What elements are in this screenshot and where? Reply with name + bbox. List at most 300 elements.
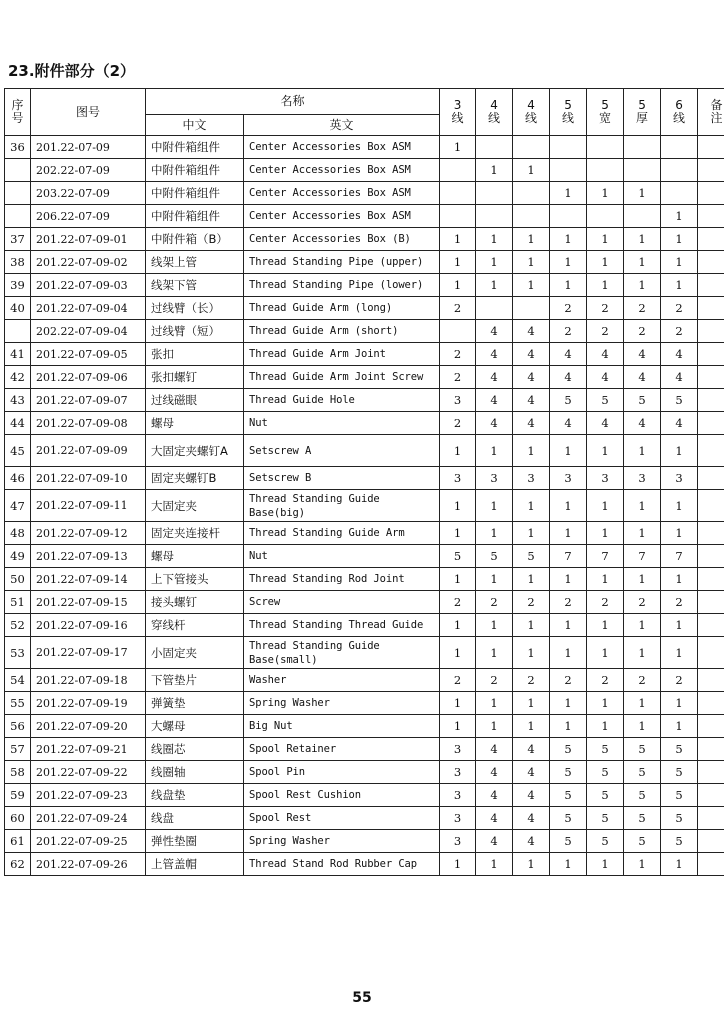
row-qty-2: 1 bbox=[476, 490, 513, 522]
row-qty-3: 4 bbox=[513, 761, 550, 784]
row-qty-6: 1 bbox=[624, 435, 661, 467]
row-qty-1: 1 bbox=[440, 568, 476, 591]
row-qty-7: 2 bbox=[661, 669, 698, 692]
row-qty-3 bbox=[513, 182, 550, 205]
row-qty-2: 1 bbox=[476, 853, 513, 876]
row-qty-4: 1 bbox=[550, 715, 587, 738]
table-row bbox=[5, 251, 724, 274]
row-qty-5: 1 bbox=[587, 490, 624, 522]
row-name-en: Thread Guide Arm Joint bbox=[244, 343, 440, 366]
row-qty-6: 2 bbox=[624, 297, 661, 320]
row-qty-1: 1 bbox=[440, 853, 476, 876]
row-name-cn: 中附件箱（B） bbox=[146, 228, 244, 251]
row-qty-7: 5 bbox=[661, 784, 698, 807]
row-qty-7: 7 bbox=[661, 545, 698, 568]
row-remark bbox=[698, 830, 724, 853]
row-qty-4: 1 bbox=[550, 692, 587, 715]
row-name-en: Thread Standing Guide Base(small) bbox=[244, 637, 440, 669]
row-remark bbox=[698, 568, 724, 591]
row-code: 201.22-07-09-19 bbox=[31, 692, 146, 715]
row-qty-1: 1 bbox=[440, 715, 476, 738]
row-name-cn: 线圈轴 bbox=[146, 761, 244, 784]
row-qty-3: 1 bbox=[513, 274, 550, 297]
row-name-cn: 中附件箱组件 bbox=[146, 159, 244, 182]
row-name-cn: 螺母 bbox=[146, 412, 244, 435]
row-code: 201.22-07-09-02 bbox=[31, 251, 146, 274]
row-qty-6 bbox=[624, 205, 661, 228]
row-seq: 56 bbox=[5, 715, 31, 738]
row-qty-6: 3 bbox=[624, 467, 661, 490]
row-qty-6: 4 bbox=[624, 366, 661, 389]
row-qty-3: 5 bbox=[513, 545, 550, 568]
row-name-en: Thread Standing Guide Base(big) bbox=[244, 490, 440, 522]
row-name-en: Thread Standing Rod Joint bbox=[244, 568, 440, 591]
row-qty-5: 5 bbox=[587, 738, 624, 761]
row-qty-5: 1 bbox=[587, 182, 624, 205]
header-col-1: 3 线 bbox=[440, 89, 476, 136]
row-qty-4: 1 bbox=[550, 853, 587, 876]
row-code: 202.22-07-09-04 bbox=[31, 320, 146, 343]
row-qty-1: 2 bbox=[440, 412, 476, 435]
table-row bbox=[5, 738, 724, 761]
row-code: 201.22-07-09-01 bbox=[31, 228, 146, 251]
row-seq: 46 bbox=[5, 467, 31, 490]
row-name-en: Setscrew B bbox=[244, 467, 440, 490]
row-qty-3: 4 bbox=[513, 807, 550, 830]
row-name-en: Thread Guide Arm Joint Screw bbox=[244, 366, 440, 389]
row-name-en: Spring Washer bbox=[244, 692, 440, 715]
row-qty-6: 2 bbox=[624, 591, 661, 614]
row-name-en: Spring Washer bbox=[244, 830, 440, 853]
row-code: 201.22-07-09-04 bbox=[31, 297, 146, 320]
row-qty-7 bbox=[661, 136, 698, 159]
row-remark bbox=[698, 251, 724, 274]
parts-table bbox=[4, 88, 724, 876]
row-remark bbox=[698, 467, 724, 490]
row-name-en: Thread Standing Pipe (upper) bbox=[244, 251, 440, 274]
row-name-cn: 固定夹连接杆 bbox=[146, 522, 244, 545]
row-name-cn: 穿线杆 bbox=[146, 614, 244, 637]
row-seq bbox=[5, 159, 31, 182]
header-row-top bbox=[5, 89, 724, 115]
row-remark bbox=[698, 738, 724, 761]
row-name-cn: 张扣螺钉 bbox=[146, 366, 244, 389]
row-qty-5: 4 bbox=[587, 343, 624, 366]
row-qty-2: 4 bbox=[476, 412, 513, 435]
table-row bbox=[5, 614, 724, 637]
row-qty-1: 3 bbox=[440, 807, 476, 830]
row-qty-7: 1 bbox=[661, 614, 698, 637]
row-qty-6: 1 bbox=[624, 522, 661, 545]
row-qty-3: 1 bbox=[513, 435, 550, 467]
row-qty-6: 5 bbox=[624, 389, 661, 412]
row-seq: 40 bbox=[5, 297, 31, 320]
row-qty-7: 5 bbox=[661, 389, 698, 412]
row-qty-5 bbox=[587, 159, 624, 182]
row-qty-1 bbox=[440, 182, 476, 205]
row-qty-4: 1 bbox=[550, 568, 587, 591]
row-code: 201.22-07-09-18 bbox=[31, 669, 146, 692]
row-seq bbox=[5, 182, 31, 205]
row-qty-6 bbox=[624, 159, 661, 182]
row-remark bbox=[698, 159, 724, 182]
row-seq: 36 bbox=[5, 136, 31, 159]
row-qty-3: 1 bbox=[513, 637, 550, 669]
row-code: 201.22-07-09-06 bbox=[31, 366, 146, 389]
table-row bbox=[5, 692, 724, 715]
row-qty-4: 5 bbox=[550, 807, 587, 830]
row-seq: 60 bbox=[5, 807, 31, 830]
row-name-en: Thread Guide Arm (short) bbox=[244, 320, 440, 343]
row-remark bbox=[698, 435, 724, 467]
row-qty-1: 1 bbox=[440, 251, 476, 274]
row-name-en: Washer bbox=[244, 669, 440, 692]
row-qty-6: 4 bbox=[624, 412, 661, 435]
row-remark bbox=[698, 412, 724, 435]
table-row bbox=[5, 389, 724, 412]
row-remark bbox=[698, 669, 724, 692]
table-row bbox=[5, 159, 724, 182]
row-qty-1: 2 bbox=[440, 343, 476, 366]
row-qty-5: 5 bbox=[587, 784, 624, 807]
row-qty-2: 4 bbox=[476, 343, 513, 366]
row-code: 201.22-07-09-14 bbox=[31, 568, 146, 591]
row-code: 201.22-07-09-10 bbox=[31, 467, 146, 490]
table-row bbox=[5, 412, 724, 435]
row-seq: 61 bbox=[5, 830, 31, 853]
row-qty-6: 1 bbox=[624, 251, 661, 274]
row-qty-7: 1 bbox=[661, 251, 698, 274]
row-code: 201.22-07-09-11 bbox=[31, 490, 146, 522]
row-qty-1: 3 bbox=[440, 738, 476, 761]
row-name-cn: 弹簧垫 bbox=[146, 692, 244, 715]
row-qty-2: 1 bbox=[476, 251, 513, 274]
row-qty-1 bbox=[440, 159, 476, 182]
row-seq bbox=[5, 205, 31, 228]
row-qty-5: 1 bbox=[587, 251, 624, 274]
row-qty-5 bbox=[587, 136, 624, 159]
row-qty-2 bbox=[476, 136, 513, 159]
row-code: 201.22-07-09-13 bbox=[31, 545, 146, 568]
row-qty-2: 1 bbox=[476, 435, 513, 467]
table-row bbox=[5, 490, 724, 522]
row-qty-4: 3 bbox=[550, 467, 587, 490]
row-qty-7: 1 bbox=[661, 435, 698, 467]
row-qty-1: 1 bbox=[440, 522, 476, 545]
row-qty-6: 5 bbox=[624, 738, 661, 761]
row-qty-5: 5 bbox=[587, 389, 624, 412]
header-name-cn: 中文 bbox=[146, 115, 244, 136]
row-qty-6: 1 bbox=[624, 274, 661, 297]
row-qty-3: 1 bbox=[513, 159, 550, 182]
row-qty-1: 1 bbox=[440, 228, 476, 251]
row-qty-7: 2 bbox=[661, 297, 698, 320]
table-row bbox=[5, 784, 724, 807]
row-code: 201.22-07-09-25 bbox=[31, 830, 146, 853]
row-qty-1: 1 bbox=[440, 637, 476, 669]
row-name-cn: 大固定夹螺钉A bbox=[146, 435, 244, 467]
row-qty-3 bbox=[513, 136, 550, 159]
row-qty-3: 4 bbox=[513, 738, 550, 761]
row-name-cn: 固定夹螺钉B bbox=[146, 467, 244, 490]
row-remark bbox=[698, 389, 724, 412]
row-qty-5: 5 bbox=[587, 761, 624, 784]
row-qty-4: 2 bbox=[550, 320, 587, 343]
row-qty-3: 1 bbox=[513, 568, 550, 591]
row-qty-4: 5 bbox=[550, 761, 587, 784]
row-qty-1: 3 bbox=[440, 389, 476, 412]
row-qty-1: 1 bbox=[440, 136, 476, 159]
row-qty-4: 1 bbox=[550, 251, 587, 274]
row-name-cn: 过线臂（长） bbox=[146, 297, 244, 320]
row-name-en: Setscrew A bbox=[244, 435, 440, 467]
row-name-cn: 线圈芯 bbox=[146, 738, 244, 761]
row-qty-3: 4 bbox=[513, 366, 550, 389]
row-qty-5 bbox=[587, 205, 624, 228]
row-name-en: Nut bbox=[244, 412, 440, 435]
row-qty-5: 4 bbox=[587, 366, 624, 389]
row-qty-2 bbox=[476, 297, 513, 320]
row-qty-2: 4 bbox=[476, 784, 513, 807]
row-seq: 55 bbox=[5, 692, 31, 715]
row-qty-3: 1 bbox=[513, 614, 550, 637]
row-qty-6: 5 bbox=[624, 830, 661, 853]
row-seq: 52 bbox=[5, 614, 31, 637]
row-qty-5: 5 bbox=[587, 807, 624, 830]
row-remark bbox=[698, 228, 724, 251]
row-qty-2: 4 bbox=[476, 761, 513, 784]
table-row bbox=[5, 467, 724, 490]
row-remark bbox=[698, 343, 724, 366]
row-qty-4: 5 bbox=[550, 784, 587, 807]
row-qty-1: 1 bbox=[440, 614, 476, 637]
row-qty-5: 1 bbox=[587, 228, 624, 251]
row-remark bbox=[698, 320, 724, 343]
row-qty-5: 2 bbox=[587, 320, 624, 343]
row-seq: 51 bbox=[5, 591, 31, 614]
row-qty-2: 5 bbox=[476, 545, 513, 568]
row-name-cn: 接头螺钉 bbox=[146, 591, 244, 614]
row-seq: 43 bbox=[5, 389, 31, 412]
row-seq: 38 bbox=[5, 251, 31, 274]
row-qty-6: 1 bbox=[624, 228, 661, 251]
row-qty-3: 1 bbox=[513, 692, 550, 715]
row-qty-5: 2 bbox=[587, 669, 624, 692]
row-remark bbox=[698, 182, 724, 205]
row-qty-2 bbox=[476, 182, 513, 205]
row-remark bbox=[698, 853, 724, 876]
row-remark bbox=[698, 522, 724, 545]
row-qty-1: 3 bbox=[440, 761, 476, 784]
row-qty-4: 5 bbox=[550, 389, 587, 412]
row-qty-3: 1 bbox=[513, 228, 550, 251]
row-qty-2: 4 bbox=[476, 830, 513, 853]
row-qty-2: 1 bbox=[476, 159, 513, 182]
row-qty-4: 1 bbox=[550, 637, 587, 669]
row-qty-2: 1 bbox=[476, 715, 513, 738]
row-qty-4: 4 bbox=[550, 343, 587, 366]
row-qty-6: 7 bbox=[624, 545, 661, 568]
row-code: 201.22-07-09-23 bbox=[31, 784, 146, 807]
row-qty-3: 1 bbox=[513, 853, 550, 876]
row-remark bbox=[698, 807, 724, 830]
row-name-cn: 线架下管 bbox=[146, 274, 244, 297]
table-row bbox=[5, 568, 724, 591]
row-name-en: Spool Rest Cushion bbox=[244, 784, 440, 807]
table-row bbox=[5, 205, 724, 228]
row-qty-1: 3 bbox=[440, 467, 476, 490]
row-name-en: Thread Stand Rod Rubber Cap bbox=[244, 853, 440, 876]
row-qty-2: 1 bbox=[476, 692, 513, 715]
row-qty-1: 2 bbox=[440, 669, 476, 692]
row-qty-5: 4 bbox=[587, 412, 624, 435]
row-seq: 57 bbox=[5, 738, 31, 761]
row-name-en: Thread Guide Arm (long) bbox=[244, 297, 440, 320]
row-qty-1: 2 bbox=[440, 297, 476, 320]
page-title: 23.附件部分（2） bbox=[8, 62, 136, 80]
row-qty-5: 7 bbox=[587, 545, 624, 568]
row-name-cn: 大固定夹 bbox=[146, 490, 244, 522]
row-qty-1: 3 bbox=[440, 830, 476, 853]
row-qty-7: 1 bbox=[661, 228, 698, 251]
header-name-en: 英文 bbox=[244, 115, 440, 136]
row-remark bbox=[698, 591, 724, 614]
row-seq: 39 bbox=[5, 274, 31, 297]
row-code: 201.22-07-09-21 bbox=[31, 738, 146, 761]
row-name-en: Big Nut bbox=[244, 715, 440, 738]
row-name-en: Spool Retainer bbox=[244, 738, 440, 761]
row-qty-7: 4 bbox=[661, 412, 698, 435]
row-remark bbox=[698, 784, 724, 807]
row-seq: 50 bbox=[5, 568, 31, 591]
row-qty-6: 2 bbox=[624, 669, 661, 692]
row-seq: 59 bbox=[5, 784, 31, 807]
row-remark bbox=[698, 297, 724, 320]
row-seq: 48 bbox=[5, 522, 31, 545]
row-qty-2: 1 bbox=[476, 228, 513, 251]
row-qty-7: 1 bbox=[661, 205, 698, 228]
row-name-cn: 中附件箱组件 bbox=[146, 182, 244, 205]
row-seq: 54 bbox=[5, 669, 31, 692]
header-name: 名称 bbox=[146, 89, 440, 115]
row-name-cn: 螺母 bbox=[146, 545, 244, 568]
row-code: 201.22-07-09-22 bbox=[31, 761, 146, 784]
table-row bbox=[5, 830, 724, 853]
row-name-en: Screw bbox=[244, 591, 440, 614]
table-row bbox=[5, 807, 724, 830]
table-row bbox=[5, 435, 724, 467]
row-code: 201.22-07-09-08 bbox=[31, 412, 146, 435]
row-name-cn: 张扣 bbox=[146, 343, 244, 366]
row-qty-2: 4 bbox=[476, 366, 513, 389]
header-col-5: 5 宽 bbox=[587, 89, 624, 136]
row-name-en: Center Accessories Box ASM bbox=[244, 136, 440, 159]
table-row bbox=[5, 522, 724, 545]
row-seq: 37 bbox=[5, 228, 31, 251]
table-row bbox=[5, 761, 724, 784]
row-qty-7: 1 bbox=[661, 853, 698, 876]
row-qty-4: 1 bbox=[550, 522, 587, 545]
table-row bbox=[5, 343, 724, 366]
row-qty-7: 1 bbox=[661, 274, 698, 297]
row-name-en: Thread Standing Pipe (lower) bbox=[244, 274, 440, 297]
row-qty-7: 1 bbox=[661, 490, 698, 522]
table-row bbox=[5, 228, 724, 251]
table-row bbox=[5, 274, 724, 297]
row-remark bbox=[698, 545, 724, 568]
row-qty-2: 4 bbox=[476, 320, 513, 343]
row-code: 201.22-07-09-09 bbox=[31, 435, 146, 467]
row-seq: 41 bbox=[5, 343, 31, 366]
row-name-cn: 线盘垫 bbox=[146, 784, 244, 807]
row-remark bbox=[698, 761, 724, 784]
row-qty-4: 1 bbox=[550, 435, 587, 467]
row-qty-3: 1 bbox=[513, 522, 550, 545]
row-name-cn: 中附件箱组件 bbox=[146, 205, 244, 228]
row-qty-4: 1 bbox=[550, 228, 587, 251]
row-name-en: Spool Pin bbox=[244, 761, 440, 784]
row-qty-5: 3 bbox=[587, 467, 624, 490]
row-name-cn: 上管盖帽 bbox=[146, 853, 244, 876]
row-qty-2: 1 bbox=[476, 274, 513, 297]
row-code: 201.22-07-09-03 bbox=[31, 274, 146, 297]
row-remark bbox=[698, 136, 724, 159]
row-name-cn: 过线磁眼 bbox=[146, 389, 244, 412]
row-seq: 45 bbox=[5, 435, 31, 467]
row-remark bbox=[698, 614, 724, 637]
header-col-7: 6 线 bbox=[661, 89, 698, 136]
row-name-cn: 下管垫片 bbox=[146, 669, 244, 692]
row-qty-6: 5 bbox=[624, 761, 661, 784]
row-qty-2 bbox=[476, 205, 513, 228]
row-qty-1: 1 bbox=[440, 435, 476, 467]
row-qty-4: 7 bbox=[550, 545, 587, 568]
row-qty-3: 2 bbox=[513, 669, 550, 692]
table-row bbox=[5, 715, 724, 738]
row-qty-5: 1 bbox=[587, 274, 624, 297]
row-qty-5: 1 bbox=[587, 692, 624, 715]
row-seq bbox=[5, 320, 31, 343]
row-qty-4: 5 bbox=[550, 738, 587, 761]
row-code: 201.22-07-09 bbox=[31, 136, 146, 159]
row-qty-3: 2 bbox=[513, 591, 550, 614]
row-qty-2: 4 bbox=[476, 807, 513, 830]
header-col-6: 5 厚 bbox=[624, 89, 661, 136]
table-row bbox=[5, 669, 724, 692]
row-name-en: Center Accessories Box ASM bbox=[244, 159, 440, 182]
row-qty-6: 1 bbox=[624, 692, 661, 715]
row-qty-4 bbox=[550, 205, 587, 228]
row-qty-7: 2 bbox=[661, 591, 698, 614]
row-qty-4: 1 bbox=[550, 274, 587, 297]
row-code: 201.22-07-09-17 bbox=[31, 637, 146, 669]
row-qty-3: 4 bbox=[513, 320, 550, 343]
row-qty-3: 4 bbox=[513, 389, 550, 412]
row-seq: 58 bbox=[5, 761, 31, 784]
row-qty-2: 1 bbox=[476, 637, 513, 669]
row-qty-5: 1 bbox=[587, 614, 624, 637]
row-code: 201.22-07-09-05 bbox=[31, 343, 146, 366]
row-qty-5: 1 bbox=[587, 522, 624, 545]
row-remark bbox=[698, 692, 724, 715]
row-qty-4: 2 bbox=[550, 669, 587, 692]
row-remark bbox=[698, 490, 724, 522]
row-name-en: Center Accessories Box ASM bbox=[244, 205, 440, 228]
row-qty-3: 4 bbox=[513, 830, 550, 853]
header-code: 图号 bbox=[31, 89, 146, 136]
row-remark bbox=[698, 366, 724, 389]
row-qty-3: 4 bbox=[513, 784, 550, 807]
